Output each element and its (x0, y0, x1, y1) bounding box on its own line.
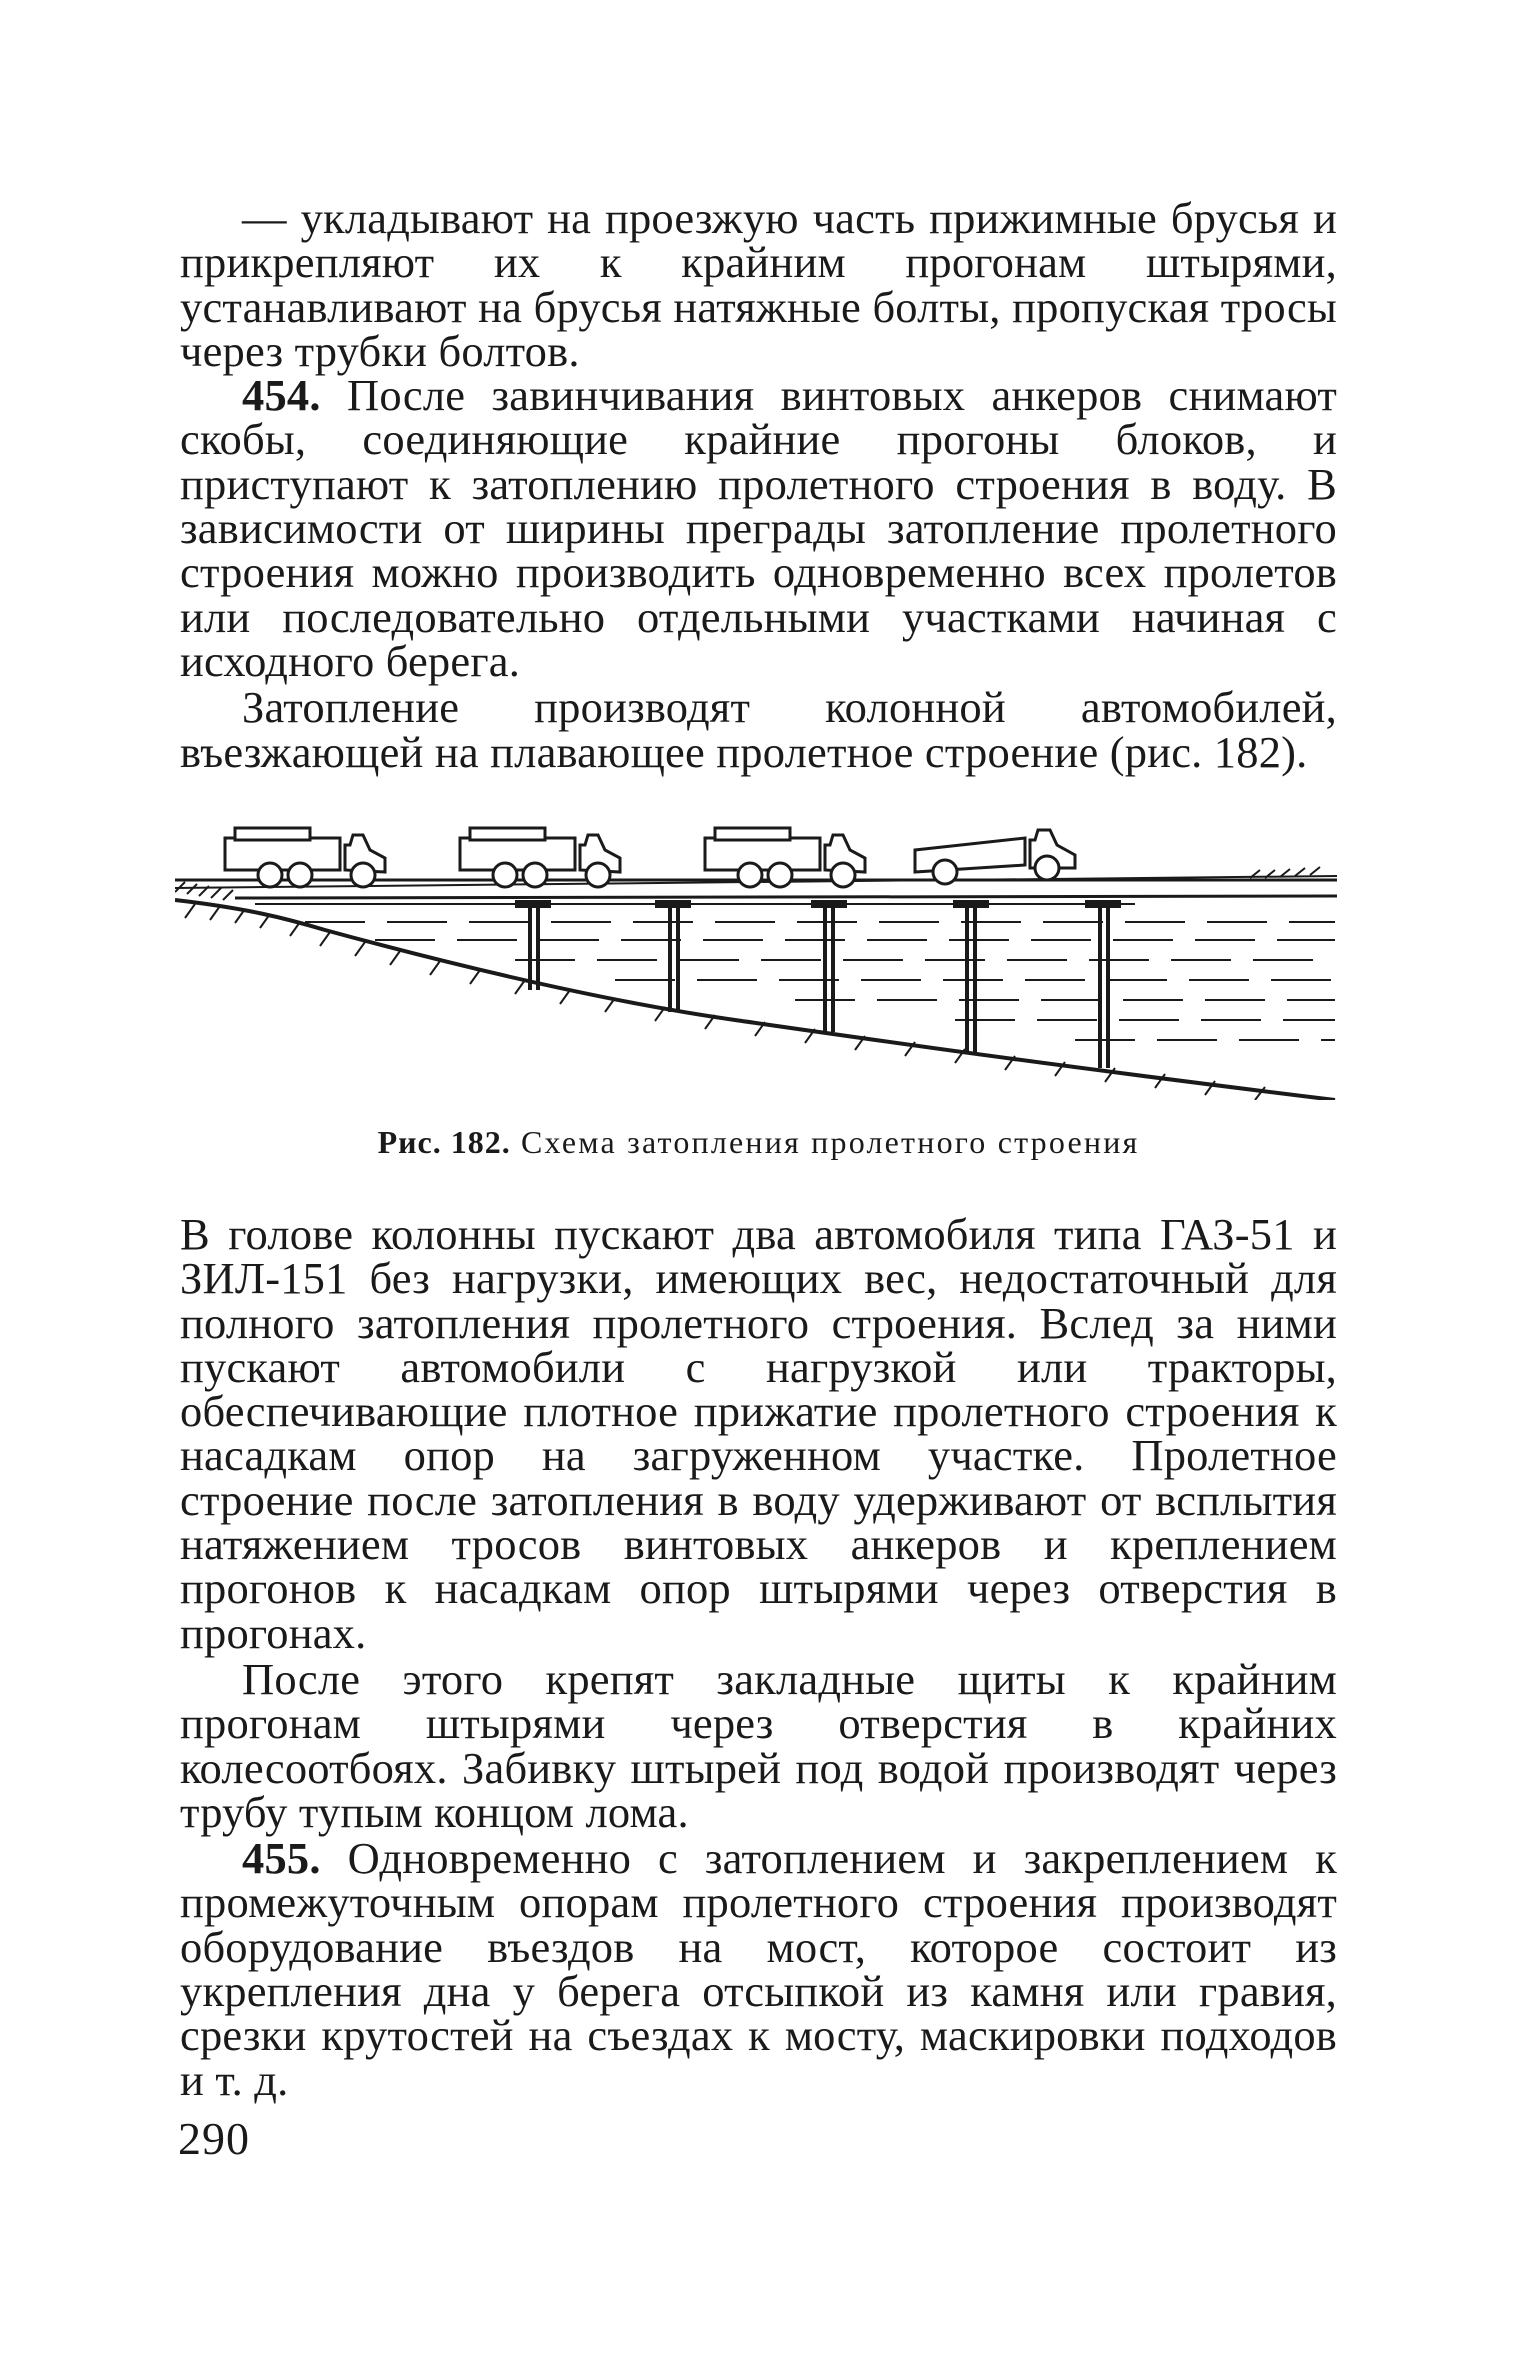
water-lines (305, 922, 1335, 1040)
truck-4 (915, 830, 1075, 884)
paragraph-shields: После этого крепят закладные щиты к крайним прогонам штырями через отверстия в крайних колесоотбоях. Забивку штырей под водой производят через трубу тупым концом лома. (180, 1653, 1337, 1837)
page-number: 290 (178, 2113, 250, 2164)
text-block-top (180, 193, 1337, 777)
paragraph-455: 455. Одновременно с затоплением и закреплением к промежуточным опорам пролетного строения производят оборудование въездов на мост, которое состоит из укрепления дна у берега отсыпкой из камня или гравия, срезки крутостей на съездах к мосту, маскировки подходов и т. д. (180, 1833, 1337, 2105)
truck-3 (705, 828, 865, 887)
paragraph-454: 454. После завинчивания винтовых анкеров снимают скобы, соединяющие крайние прогоны блоков, и приступают к затоплению пролетного строения в воду. В зависимости от ширины преграды затопление пролетного строения можно производить одновременно всех пролетов или последовательно отдельными участками начиная с исходного берега. (180, 370, 1337, 686)
figure-caption-text: Схема затопления пролетного строения (520, 1124, 1140, 1160)
truck-column (225, 828, 1075, 887)
section-number-455: 455. (242, 1833, 321, 1884)
left-bank-hatching (175, 882, 233, 900)
truck-1 (225, 828, 385, 887)
bridge-piers (530, 904, 1108, 1068)
paragraph-dash-item: — укладывают на проезжую часть прижимные брусья и прикрепляют их к крайним прогонам штырями, устанавливают на брусья натяжные болты, пропуская тросы через трубки болтов. (180, 193, 1337, 376)
figure-label: Рис. 182. (377, 1124, 511, 1160)
section-number-454: 454. (242, 370, 321, 421)
paragraph-flooding: Затопление производят колонной автомобилей, въезжающей на плавающее пролетное строение (рис. 182). (180, 682, 1337, 777)
figure-caption (180, 1124, 1337, 1161)
truck-2 (460, 828, 620, 887)
paragraph-column-lead: В голове колонны пускают два автомобиля типа ГАЗ-51 и ЗИЛ-151 без нагрузки, имеющих вес, недостаточный для полного затопления пролетного строения. Вслед за ними пускают автомобили с нагрузкой или тракторы, обеспечивающие плотное прижатие пролетного строения к насадкам опор на загруженном участке. Пролетное строение после затопления в воду удерживают от всплытия натяжением тросов винтовых анкеров и креплением прогонов к насадкам опор штырями через отверстия в прогонах. (180, 1209, 1337, 1658)
figure-182-flooding-scheme (175, 800, 1345, 1100)
text-block-bottom (180, 1209, 1337, 2105)
